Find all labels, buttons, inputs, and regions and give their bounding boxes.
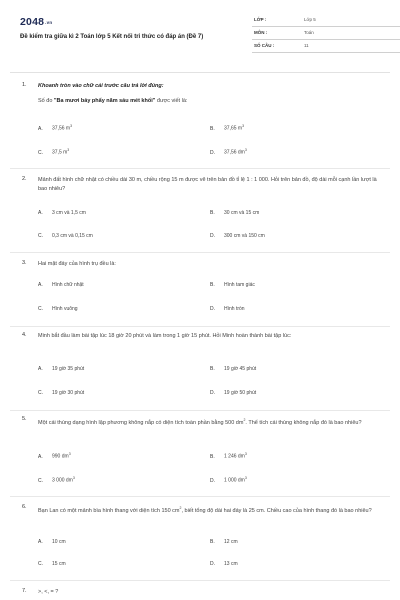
question-number: 6.	[22, 504, 27, 510]
meta-value: 11	[304, 43, 309, 48]
meta-key: SỐ CÂU :	[254, 43, 275, 48]
meta-row-grade	[252, 14, 400, 27]
question-separator	[10, 326, 390, 327]
option-a[interactable]: A. 990 $dm^3$	[38, 452, 71, 460]
question-separator	[10, 496, 390, 497]
question-text: >, <, = ?	[38, 589, 59, 595]
question-number: 1.	[22, 82, 27, 88]
question-text: Hai mặt đáy của hình trụ đều là:	[38, 261, 116, 267]
question-separator	[10, 410, 390, 411]
meta-value: Toán	[304, 30, 314, 35]
meta-key: LỚP :	[254, 17, 267, 22]
question-number: 2.	[22, 176, 27, 182]
option-c[interactable]: C. 0,3 cm và 0,15 cm	[38, 233, 93, 239]
option-c[interactable]: C. 19 giờ 30 phút	[38, 390, 85, 396]
meta-value: Lớp 5	[304, 17, 316, 22]
option-b[interactable]: B. 19 giờ 45 phút	[210, 366, 257, 372]
option-b[interactable]: B. 12 cm	[210, 539, 238, 545]
option-c[interactable]: C. Hình vuông	[38, 306, 78, 312]
option-b[interactable]: B. 30 cm và 15 cm	[210, 210, 260, 216]
option-b[interactable]: B. Hình tam giác	[210, 282, 255, 288]
question-number: 5.	[22, 416, 27, 422]
option-a[interactable]: A. 10 cm	[38, 539, 66, 545]
question-separator	[10, 168, 390, 169]
option-a[interactable]: A. 3 cm và 1,5 cm	[38, 210, 86, 216]
option-c[interactable]: C. 37,5 $m^3$	[38, 148, 70, 156]
question-separator	[10, 252, 390, 253]
meta-row-count	[252, 40, 400, 53]
option-b[interactable]: B. 1 246 $dm^3$	[210, 452, 247, 460]
question-prompt: Số đo "Ba mươi bảy phẩy năm sáu mét khối" được viết là:	[38, 98, 188, 104]
meta-table	[252, 14, 400, 53]
option-d[interactable]: D. 37,56 $dm^3$	[210, 148, 247, 156]
option-a[interactable]: A. Hình chữ nhật	[38, 282, 84, 288]
question-text: Minh bắt đầu làm bài tập lúc 18 giờ 20 phút và làm trong 1 giờ 15 phút. Hỏi Minh hoàn thành bài tập lúc:	[38, 333, 292, 339]
question-number: 4.	[22, 332, 27, 338]
question-text: Mảnh đất hình chữ nhật có chiều dài 30 m, chiều rộng 15 m được vẽ trên bản đồ tỉ lệ 1 : 1 000. Hỏi trên bản đồ, độ dài mỗi cạnh lần lượt là bao nhiêu?	[38, 177, 377, 192]
option-d[interactable]: D. 300 cm và 150 cm	[210, 233, 265, 239]
document-header	[20, 14, 382, 64]
document-title: Đề kiểm tra giữa kì 2 Toán lớp 5 Kết nối tri thức có đáp án (Đề 7)	[20, 34, 204, 40]
option-c[interactable]: C. 3 000 $dm^3$	[38, 476, 75, 484]
option-a[interactable]: A. 19 giờ 35 phút	[38, 366, 85, 372]
question-instruction: Khoanh tròn vào chữ cái trước câu trả lời đúng:	[38, 83, 164, 89]
header-divider	[10, 72, 390, 73]
option-a[interactable]: A. 37,56 $m^3$	[38, 124, 73, 132]
meta-row-subject	[252, 27, 400, 40]
meta-key: MÔN :	[254, 30, 268, 35]
question-number: 3.	[22, 260, 27, 266]
option-c[interactable]: C. 15 cm	[38, 561, 66, 567]
question-separator	[10, 580, 390, 581]
option-d[interactable]: D. Hình tròn	[210, 306, 245, 312]
option-d[interactable]: D. 1 000 $dm^3$	[210, 476, 247, 484]
question-text: Bạn Lan có một mảnh bìa hình thang với diện tích 150 $cm^2$, biết tổng độ dài hai đáy là 25 cm. Chiều cao của hình thang đó là bao nhiêu?	[38, 506, 372, 514]
option-b[interactable]: B. 37,65 $m^3$	[210, 124, 245, 132]
option-d[interactable]: D. 13 cm	[210, 561, 238, 567]
question-number: 7.	[22, 588, 27, 594]
site-logo[interactable]: $2048^{.vn}$	[20, 16, 53, 28]
question-text: Một cái thùng dạng hình lập phương không nắp có diện tích toàn phần bằng 500 $dm^2$. Thể tích cái thùng không nắp đó là bao nhiêu?	[38, 418, 362, 426]
option-d[interactable]: D. 19 giờ 50 phút	[210, 390, 257, 396]
